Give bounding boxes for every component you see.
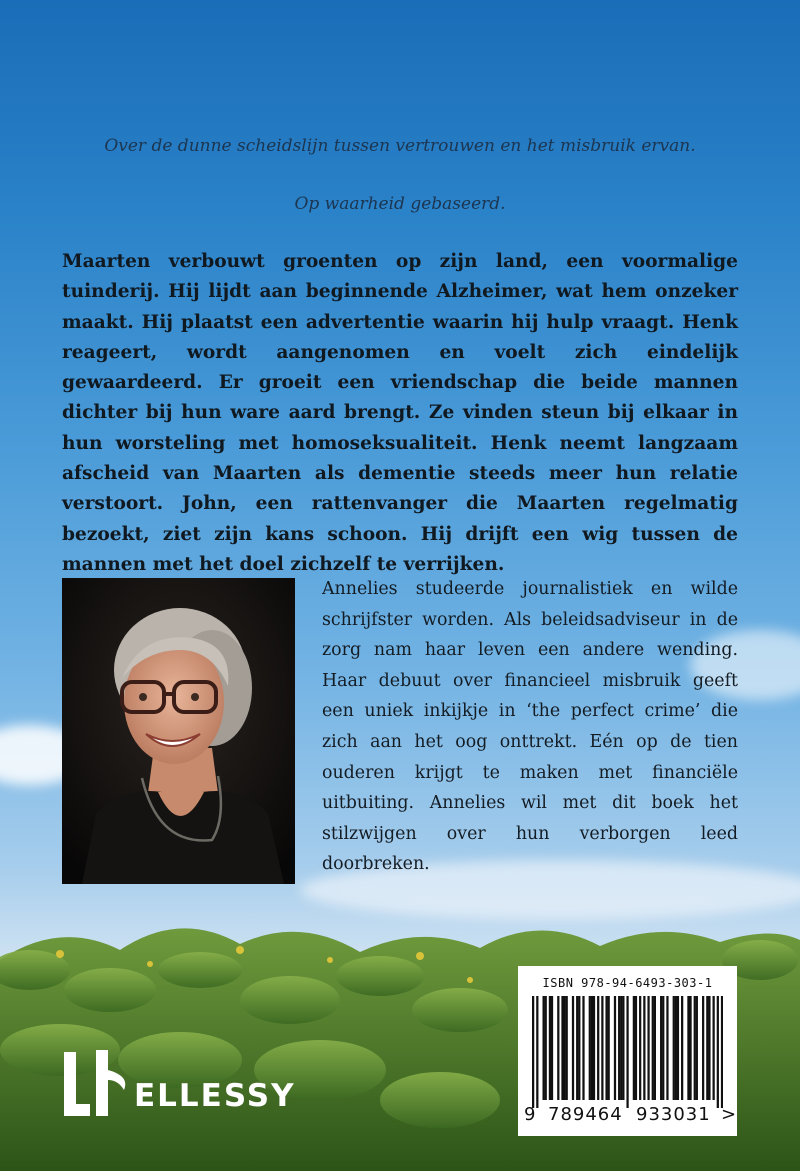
author-bio: Annelies studeerde journalistiek en wilde schrijfster worden. Als beleidsadviseur in de zorg nam haar leven een andere wending. Haar debuut over financieel misbruik geeft een uniek inkijkje in ‘the perfect crime’ die zich aan het oog onttrekt. Eén op de tien ouderen krijgt te maken met financiële uitbuiting. Annelies wil met dit boek het stilzwijgen over hun verborgen leed doorbreken. bbox=[322, 579, 738, 875]
barcode-bar bbox=[706, 996, 708, 1100]
tagline: Over de dunne scheidslijn tussen vertrouwen en het misbruik ervan. bbox=[104, 136, 696, 156]
barcode-bar bbox=[639, 996, 641, 1100]
barcode-bar bbox=[572, 996, 574, 1100]
barcode-bar bbox=[633, 996, 635, 1100]
barcode-bar bbox=[643, 996, 645, 1100]
barcode-bar bbox=[576, 996, 578, 1100]
barcode-bar bbox=[563, 996, 565, 1100]
barcode-bar bbox=[545, 996, 547, 1100]
barcode-bar bbox=[622, 996, 624, 1100]
barcode-bar bbox=[687, 996, 689, 1100]
barcode-bar bbox=[618, 996, 620, 1100]
barcode-bar bbox=[566, 996, 568, 1100]
barcode-bar bbox=[557, 996, 559, 1100]
barcode-bar bbox=[532, 996, 534, 1108]
book-blurb: Maarten verbouwt groenten op zijn land, een voormalige tuinderij. Hij lijdt aan beginnende Alzheimer, wat hem onzeker maakt. Hij plaatst een advertentie waarin hij hulp vraagt. Henk reageert, wordt aangenomen en voelt zich eindelijk gewaardeerd. Er groeit een vriendschap die beide mannen dichter bij hun ware aard brengt. Ze vinden steun bij elkaar in hun worsteling met homoseksualiteit. Henk neemt langzaam afscheid van Maarten als dementie steeds meer hun relatie verstoort. John, een rattenvanger die Maarten regelmatig bezoekt, ziet zijn kans schoon. Hij drijft een wig tussen de mannen met het doel zichzelf te verrijken. bbox=[62, 251, 738, 575]
barcode-bar bbox=[593, 996, 595, 1100]
barcode-bar bbox=[635, 996, 637, 1100]
barcode-bar bbox=[721, 996, 723, 1108]
barcode-bar bbox=[673, 996, 675, 1100]
isbn-text: ISBN 978-94-6493-303-1 bbox=[542, 976, 713, 990]
barcode-bar bbox=[708, 996, 710, 1100]
barcode-bar bbox=[689, 996, 691, 1100]
barcode-bar bbox=[675, 996, 677, 1100]
ean-first-digit: 9 bbox=[524, 1104, 536, 1125]
barcode-bar bbox=[713, 996, 715, 1100]
barcode-bar bbox=[652, 996, 654, 1100]
barcode-bar bbox=[694, 996, 696, 1100]
barcode-bar bbox=[591, 996, 593, 1100]
barcode-bar bbox=[696, 996, 698, 1100]
barcode-bar bbox=[614, 996, 616, 1100]
ean-quiet-mark: > bbox=[721, 1104, 737, 1125]
barcode-bar bbox=[620, 996, 622, 1100]
subtitle: Op waarheid gebaseerd. bbox=[294, 194, 506, 214]
barcode-bar bbox=[608, 996, 610, 1100]
barcode-bar bbox=[654, 996, 656, 1100]
barcode-bar bbox=[702, 996, 704, 1100]
barcode-bar bbox=[561, 996, 563, 1100]
barcode-bar bbox=[589, 996, 591, 1100]
ean-right-group: 933031 bbox=[636, 1104, 711, 1125]
barcode-bar bbox=[662, 996, 664, 1100]
barcode-bar bbox=[601, 996, 603, 1100]
author-portrait bbox=[62, 578, 295, 884]
barcode-bar bbox=[717, 996, 719, 1108]
barcode-bar bbox=[597, 996, 599, 1100]
publisher-name: ELLESSY bbox=[134, 1078, 296, 1114]
barcode bbox=[532, 996, 723, 1108]
barcode-bar bbox=[666, 996, 668, 1100]
isbn-barcode-box bbox=[518, 966, 737, 1136]
publisher-logo-icon bbox=[60, 1050, 130, 1116]
barcode-bar bbox=[647, 996, 649, 1100]
barcode-bar bbox=[536, 996, 538, 1108]
barcode-bar bbox=[551, 996, 553, 1100]
barcode-bar bbox=[542, 996, 544, 1100]
barcode-bar bbox=[626, 996, 628, 1108]
barcode-bar bbox=[578, 996, 580, 1100]
ean-left-group: 789464 bbox=[548, 1104, 623, 1125]
barcode-bar bbox=[549, 996, 551, 1100]
barcode-bar bbox=[681, 996, 683, 1100]
barcode-bar bbox=[582, 996, 584, 1100]
author-photo bbox=[62, 578, 295, 884]
barcode-bar bbox=[660, 996, 662, 1100]
barcode-bar bbox=[677, 996, 679, 1100]
barcode-bar bbox=[605, 996, 607, 1100]
